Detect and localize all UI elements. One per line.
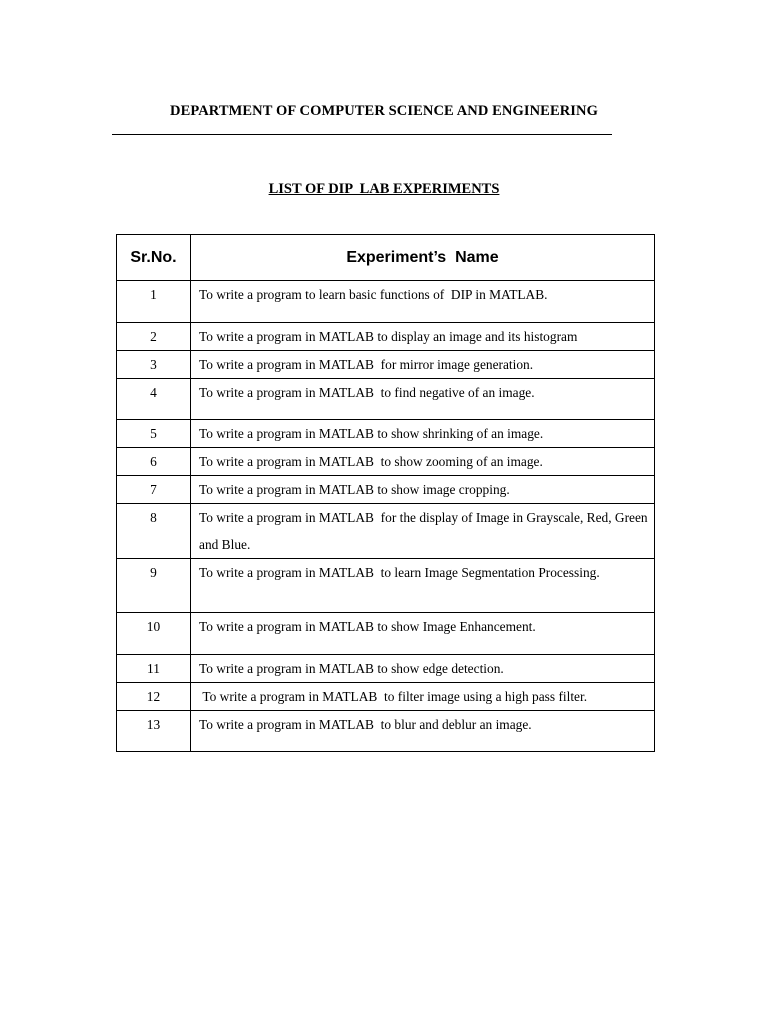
experiment-name-cell: To write a program to learn basic functions of DIP in MATLAB.: [191, 281, 655, 323]
table-row: [117, 420, 655, 448]
sr-no-cell: 4: [117, 379, 191, 420]
heading-divider: [112, 134, 612, 135]
list-title: LIST OF DIP LAB EXPERIMENTS: [268, 181, 500, 197]
table-row: [117, 711, 655, 752]
sr-no-cell: 8: [117, 504, 191, 559]
column-header-sr-no: Sr.No.: [117, 235, 191, 281]
sr-no-cell: 10: [117, 613, 191, 655]
sr-no-cell: 1: [117, 281, 191, 323]
table-header-row: [117, 235, 655, 281]
table-row: [117, 323, 655, 351]
table-row: [117, 351, 655, 379]
sr-no-cell: 9: [117, 559, 191, 613]
experiment-name-cell: To write a program in MATLAB to show edge detection.: [191, 655, 655, 683]
sr-no-cell: 12: [117, 683, 191, 711]
table-row: [117, 281, 655, 323]
department-heading: DEPARTMENT OF COMPUTER SCIENCE AND ENGINEERING: [170, 103, 598, 119]
experiment-name-cell: To write a program in MATLAB to show image cropping.: [191, 476, 655, 504]
experiment-name-cell: To write a program in MATLAB to find negative of an image.: [191, 379, 655, 420]
column-header-experiment-name: Experiment’s Name: [191, 235, 655, 281]
experiment-name-cell: To write a program in MATLAB to filter image using a high pass filter.: [191, 683, 655, 711]
table-row: [117, 379, 655, 420]
experiment-name-cell: To write a program in MATLAB to show zooming of an image.: [191, 448, 655, 476]
sr-no-cell: 3: [117, 351, 191, 379]
sr-no-cell: 5: [117, 420, 191, 448]
sr-no-cell: 13: [117, 711, 191, 752]
experiment-name-cell: To write a program in MATLAB to show Image Enhancement.: [191, 613, 655, 655]
experiment-name-cell: To write a program in MATLAB for the display of Image in Grayscale, Red, Green and Blue.: [191, 504, 655, 559]
sr-no-cell: 11: [117, 655, 191, 683]
table-row: [117, 655, 655, 683]
table-row: [117, 559, 655, 613]
experiment-name-cell: To write a program in MATLAB to display an image and its histogram: [191, 323, 655, 351]
table-row: [117, 683, 655, 711]
sr-no-cell: 7: [117, 476, 191, 504]
experiment-name-cell: To write a program in MATLAB for mirror image generation.: [191, 351, 655, 379]
table-row: [117, 613, 655, 655]
table-row: [117, 476, 655, 504]
experiment-name-cell: To write a program in MATLAB to blur and deblur an image.: [191, 711, 655, 752]
experiments-table: [116, 234, 655, 752]
sr-no-cell: 6: [117, 448, 191, 476]
sr-no-cell: 2: [117, 323, 191, 351]
table-row: [117, 448, 655, 476]
experiment-name-cell: To write a program in MATLAB to show shrinking of an image.: [191, 420, 655, 448]
experiment-name-cell: To write a program in MATLAB to learn Image Segmentation Processing.: [191, 559, 655, 613]
table-row: [117, 504, 655, 559]
